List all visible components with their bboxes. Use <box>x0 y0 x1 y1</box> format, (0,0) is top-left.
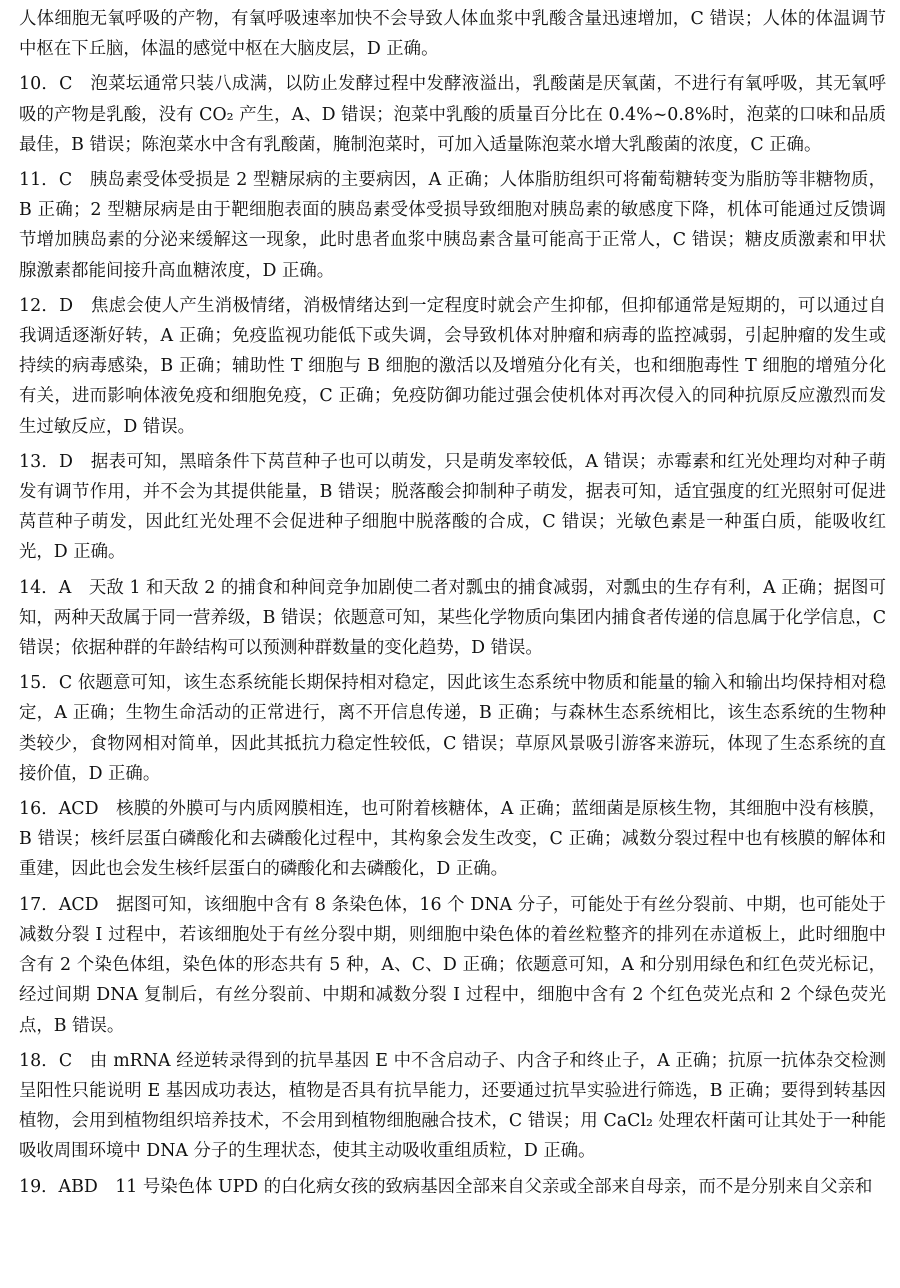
paragraph-text: 12．D 焦虑会使人产生消极情绪，消极情绪达到一定程度时就会产生抑郁，但抑郁通常是短期的，可以通过自我调适逐渐好转，A 正确；免疫监视功能低下或失调，会导致机体对肿瘤和病毒的监控减弱，引起肿瘤的发生或持续的病毒感染，B 正确；辅助性 T 细胞与 B 细胞的激活以及增殖分化有关，也和细胞毒性 T 细胞的增殖分化有关，进而影响体液免疫和细胞免疫，C 正确；免疫防御功能过强会使机体对再次侵入的同种抗原反应激烈而发生过敏反应，D 错误。 <box>19 295 886 437</box>
paragraph-text: 19．ABD 11 号染色体 UPD 的白化病女孩的致病基因全部来自父亲或全部来自母亲，而不是分别来自父亲和 <box>19 1176 873 1197</box>
paragraph-text: 16．ACD 核膜的外膜可与内质网膜相连，也可附着核糖体，A 正确；蓝细菌是原核生物，其细胞中没有核膜，B 错误；核纤层蛋白磷酸化和去磷酸化过程中，其构象会发生改变，C 正确；减数分裂过程中也有核膜的解体和重建，因此也会发生核纤层蛋白的磷酸化和去磷酸化，D 正确。 <box>19 799 886 880</box>
answer-9-continued <box>19 4 886 64</box>
paragraph-text: 15．C 依题意可知，该生态系统能长期保持相对稳定，因此该生态系统中物质和能量的输入和输出均保持相对稳定，A 正确；生物生命活动的正常进行，离不开信息传递，B 正确；与森林生态系统相比，该生态系统的生物种类较少，食物网相对简单，因此其抵抗力稳定性较低，C 错误；草原风景吸引游客来游玩，体现了生态系统的直接价值，D 正确。 <box>19 673 886 784</box>
answer-19 <box>19 1172 886 1202</box>
answer-11 <box>19 165 886 286</box>
paragraph-text: 13．D 据表可知，黑暗条件下莴苣种子也可以萌发，只是萌发率较低，A 错误；赤霉素和红光处理均对种子萌发有调节作用，并不会为其提供能量，B 错误；脱落酸会抑制种子萌发，据表可知，适宜强度的红光照射可促进莴苣种子萌发，因此红光处理不会促进种子细胞中脱落酸的合成，C 错误；光敏色素是一种蛋白质，能吸收红光，D 正确。 <box>19 451 886 563</box>
answer-17 <box>19 890 886 1041</box>
paragraph-text: 11．C 胰岛素受体受损是 2 型糖尿病的主要病因，A 正确；人体脂肪组织可将葡萄糖转变为脂肪等非糖物质，B 正确；2 型糖尿病是由于靶细胞表面的胰岛素受体受损导致细胞对胰岛素的敏感度下降，机体可能通过反馈调节增加胰岛素的分泌来缓解这一现象，此时患者血浆中胰岛素含量可能高于正常人，C 错误；糖皮质激素和甲状腺激素都能间接升高血糖浓度，D 正确。 <box>19 170 886 281</box>
answer-12 <box>19 291 886 442</box>
answer-15 <box>19 668 886 789</box>
answer-14 <box>19 573 886 664</box>
paragraph-text: 14．A 天敌 1 和天敌 2 的捕食和种间竞争加剧使二者对瓢虫的捕食减弱，对瓢虫的生存有利，A 正确；据图可知，两种天敌属于同一营养级，B 错误；依题意可知，某些化学物质向集团内捕食者传递的信息属于化学信息，C 错误；依据种群的年龄结构可以预测种群数量的变化趋势，D 错误。 <box>19 577 886 659</box>
answer-10 <box>19 69 886 160</box>
paragraph-text: 18．C 由 mRNA 经逆转录得到的抗旱基因 E 中不含启动子、内含子和终止子，A 正确；抗原一抗体杂交检测呈阳性只能说明 E 基因成功表达，植物是否具有抗旱能力，还要通过抗旱实验进行筛选，B 正确；要得到转基因植物，会用到植物组织培养技术，不会用到植物细胞融合技术，C 错误；用 CaCl₂ 处理农杆菌可让其处于一种能吸收周围环境中 DNA 分子的生理状态，使其主动吸收重组质粒，D 正确。 <box>19 1050 886 1162</box>
answer-16 <box>19 794 886 885</box>
paragraph-text: 人体细胞无氧呼吸的产物，有氧呼吸速率加快不会导致人体血浆中乳酸含量迅速增加，C 错误；人体的体温调节中枢在下丘脑，体温的感觉中枢在大脑皮层，D 正确。 <box>19 9 886 60</box>
answer-18 <box>19 1046 886 1167</box>
answer-13 <box>19 447 886 568</box>
paragraph-text: 10．C 泡菜坛通常只装八成满，以防止发酵过程中发酵液溢出，乳酸菌是厌氧菌，不进行有氧呼吸，其无氧呼吸的产物是乳酸，没有 CO₂ 产生，A、D 错误；泡菜中乳酸的质量百分比在 0.4%~0.8%时，泡菜的口味和品质最佳，B 错误；陈泡菜水中含有乳酸菌，腌制泡菜时，可加入适量陈泡菜水增大乳酸菌的浓度，C 正确。 <box>19 74 886 155</box>
paragraph-text: 17．ACD 据图可知，该细胞中含有 8 条染色体，16 个 DNA 分子，可能处于有丝分裂前、中期，也可能处于减数分裂 I 过程中，若该细胞处于有丝分裂中期，则细胞中染色体的着丝粒整齐的排列在赤道板上，此时细胞中含有 2 个染色体组，染色体的形态共有 5 种，A、C、D 正确；依题意可知，A 和分别用绿色和红色荧光标记，经过间期 DNA 复制后，有丝分裂前、中期和减数分裂 I 过程中，细胞中含有 2 个红色荧光点和 2 个绿色荧光点，B 错误。 <box>19 894 886 1036</box>
